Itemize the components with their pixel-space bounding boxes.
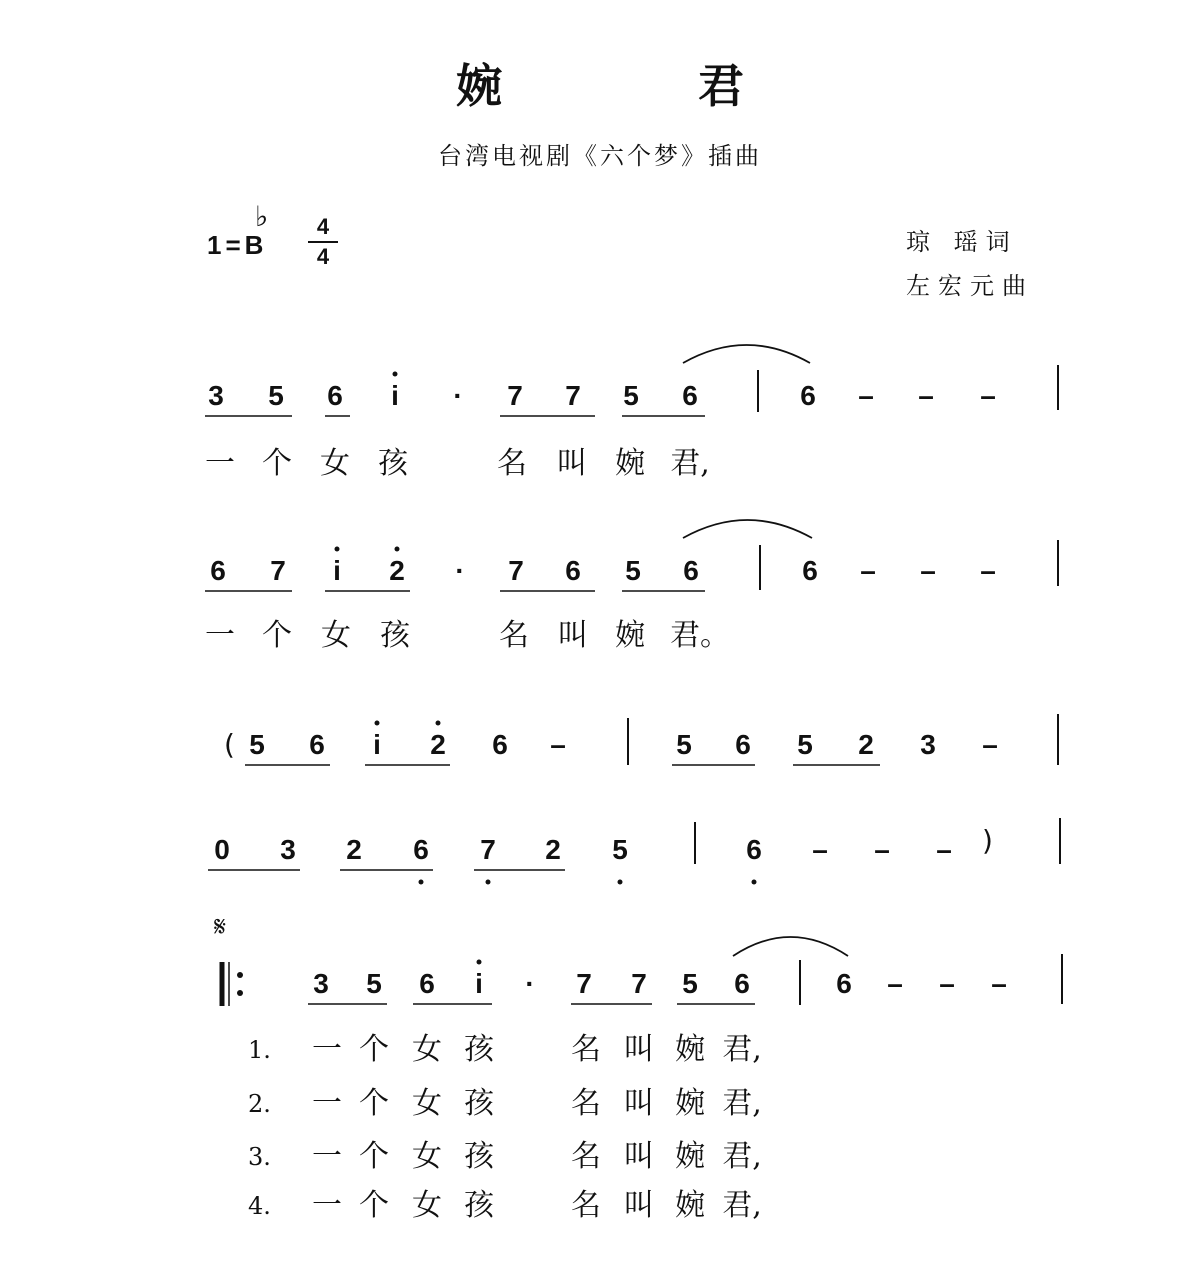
lyric-char: 叫 <box>558 618 588 653</box>
lyric-char: 孩 <box>464 1188 494 1223</box>
jianpu-note: 7 <box>507 380 523 411</box>
sustain-dash: – <box>936 834 952 865</box>
lyric-char: 女 <box>412 1188 442 1223</box>
jianpu-note: 5 <box>676 729 692 760</box>
lyric-char: 叫 <box>624 1188 654 1223</box>
sustain-dash: – <box>991 968 1007 999</box>
octave-dot-below <box>419 880 424 885</box>
lyric-char: 孩 <box>378 446 408 481</box>
lyric-char: 叫 <box>624 1086 654 1121</box>
key-one: 1 <box>207 230 222 260</box>
jianpu-note: 2 <box>389 555 405 586</box>
lyric-char: 名 <box>571 1086 601 1121</box>
octave-dot-above <box>395 547 400 552</box>
lyric-char: 一 <box>312 1086 342 1121</box>
lyric-char: 叫 <box>557 446 587 481</box>
lyric-char: 个 <box>262 446 292 481</box>
sustain-dash: – <box>980 555 996 586</box>
jianpu-note: 3 <box>280 834 296 865</box>
jianpu-note: 7 <box>270 555 286 586</box>
segno-icon: 𝄋 <box>214 910 227 943</box>
jianpu-note: 3 <box>313 968 329 999</box>
jianpu-note: 2 <box>545 834 561 865</box>
sustain-dash: – <box>858 380 874 411</box>
flat-sign-icon: ♭ <box>255 200 269 233</box>
lyric-char: 婉 <box>675 1086 705 1121</box>
meter-bottom: 4 <box>316 244 330 269</box>
lyric-char: 君, <box>722 1139 762 1174</box>
jianpu-note: 6 <box>419 968 435 999</box>
lyric-char: 名 <box>571 1032 601 1067</box>
jianpu-note: 6 <box>682 380 698 411</box>
composer-credit: 左宏元曲 <box>906 272 1034 300</box>
jianpu-note: 6 <box>802 555 818 586</box>
lyric-char: 个 <box>359 1188 389 1223</box>
song-title-left: 婉 <box>456 59 502 113</box>
verse-number: 3. <box>248 1143 271 1171</box>
lyric-char: 女 <box>412 1032 442 1067</box>
lyric-char: 一 <box>312 1032 342 1067</box>
tie-arc <box>683 345 810 363</box>
jianpu-note: 6 <box>210 555 226 586</box>
octave-dot-above <box>436 721 441 726</box>
jianpu-note: 6 <box>492 729 508 760</box>
lyric-char: 名 <box>571 1139 601 1174</box>
sustain-dash: – <box>982 729 998 760</box>
jianpu-note: 7 <box>508 555 524 586</box>
repeat-dot <box>237 972 243 978</box>
lyric-char: 个 <box>359 1139 389 1174</box>
jianpu-note: 6 <box>309 729 325 760</box>
jianpu-note: 3 <box>208 380 224 411</box>
lyric-char: 婉 <box>615 618 645 653</box>
jianpu-note: 5 <box>682 968 698 999</box>
verse-number: 1. <box>248 1036 271 1064</box>
jianpu-note: 5 <box>268 380 284 411</box>
lyric-char: 个 <box>359 1086 389 1121</box>
jianpu-note: i <box>391 380 399 411</box>
song-subtitle: 台湾电视剧《六个梦》插曲 <box>438 142 762 170</box>
octave-dot-below <box>486 880 491 885</box>
jianpu-note: 5 <box>249 729 265 760</box>
jianpu-note: · <box>453 380 463 411</box>
lyric-char: 一 <box>205 446 235 481</box>
verse-number: 2. <box>248 1090 271 1118</box>
lyric-char: 女 <box>412 1139 442 1174</box>
jianpu-note: · <box>525 968 535 999</box>
key-equals: = <box>225 230 241 260</box>
lyric-char: 名 <box>571 1188 601 1223</box>
jianpu-note: 5 <box>797 729 813 760</box>
jianpu-note: 6 <box>734 968 750 999</box>
repeat-dot <box>237 990 243 996</box>
lyric-char: 一 <box>312 1139 342 1174</box>
jianpu-note: 6 <box>327 380 343 411</box>
lyric-char: 婉 <box>675 1188 705 1223</box>
jianpu-note: 6 <box>565 555 581 586</box>
jianpu-note: i <box>373 729 381 760</box>
close-paren: ) <box>982 824 993 857</box>
lyric-char: 君, <box>722 1032 762 1067</box>
lyric-char: 君, <box>722 1188 762 1223</box>
jianpu-note: 6 <box>746 834 762 865</box>
sustain-dash: – <box>920 555 936 586</box>
lyric-char: 个 <box>262 618 292 653</box>
jianpu-note: 5 <box>366 968 382 999</box>
jianpu-note: 7 <box>480 834 496 865</box>
lyric-char: 孩 <box>464 1139 494 1174</box>
octave-dot-above <box>393 372 398 377</box>
jianpu-note: 7 <box>576 968 592 999</box>
octave-dot-below <box>618 880 623 885</box>
lyric-char: 婉 <box>675 1032 705 1067</box>
jianpu-note: 5 <box>625 555 641 586</box>
lyric-char: 女 <box>321 618 351 653</box>
meter-top: 4 <box>316 214 330 239</box>
lyric-char: 一 <box>312 1188 342 1223</box>
sustain-dash: – <box>860 555 876 586</box>
lyric-char: 孩 <box>380 618 410 653</box>
sustain-dash: – <box>887 968 903 999</box>
lyric-char: 孩 <box>464 1032 494 1067</box>
octave-dot-above <box>477 960 482 965</box>
lyric-char: 君, <box>670 446 710 481</box>
lyricist-credit: 琼 瑶词 <box>906 228 1018 256</box>
jianpu-note: 6 <box>735 729 751 760</box>
jianpu-note: i <box>333 555 341 586</box>
key-letter: B <box>244 230 264 260</box>
octave-dot-below <box>752 880 757 885</box>
jianpu-note: 5 <box>623 380 639 411</box>
lyric-char: 婉 <box>675 1139 705 1174</box>
lyric-char: 叫 <box>624 1139 654 1174</box>
jianpu-note: 6 <box>413 834 429 865</box>
jianpu-note: · <box>455 555 465 586</box>
jianpu-note: 6 <box>836 968 852 999</box>
sustain-dash: – <box>874 834 890 865</box>
jianpu-note: 3 <box>920 729 936 760</box>
jianpu-note: 0 <box>214 834 230 865</box>
lyric-char: 个 <box>359 1032 389 1067</box>
lyric-char: 一 <box>205 618 235 653</box>
verse-number: 4. <box>248 1192 271 1220</box>
lyric-char: 女 <box>412 1086 442 1121</box>
song-title-right: 君 <box>698 59 744 113</box>
lyric-char: 婉 <box>615 446 645 481</box>
sustain-dash: – <box>939 968 955 999</box>
open-paren: ( <box>224 728 235 761</box>
sustain-dash: – <box>918 380 934 411</box>
jianpu-note: 7 <box>631 968 647 999</box>
lyric-char: 孩 <box>464 1086 494 1121</box>
sustain-dash: – <box>550 729 566 760</box>
octave-dot-above <box>375 721 380 726</box>
lyric-char: 女 <box>320 446 350 481</box>
jianpu-note: 7 <box>565 380 581 411</box>
jianpu-note: 2 <box>346 834 362 865</box>
sustain-dash: – <box>812 834 828 865</box>
lyric-char: 君。 <box>670 618 730 653</box>
lyric-char: 叫 <box>624 1032 654 1067</box>
jianpu-note: 6 <box>800 380 816 411</box>
jianpu-note: 2 <box>858 729 874 760</box>
jianpu-note: 2 <box>430 729 446 760</box>
lyric-char: 名 <box>497 446 527 481</box>
jianpu-note: i <box>475 968 483 999</box>
octave-dot-above <box>335 547 340 552</box>
jianpu-note: 6 <box>683 555 699 586</box>
sustain-dash: – <box>980 380 996 411</box>
tie-arc <box>683 520 812 538</box>
lyric-char: 君, <box>722 1086 762 1121</box>
jianpu-note: 5 <box>612 834 628 865</box>
lyric-char: 名 <box>499 618 529 653</box>
tie-arc <box>733 937 848 956</box>
